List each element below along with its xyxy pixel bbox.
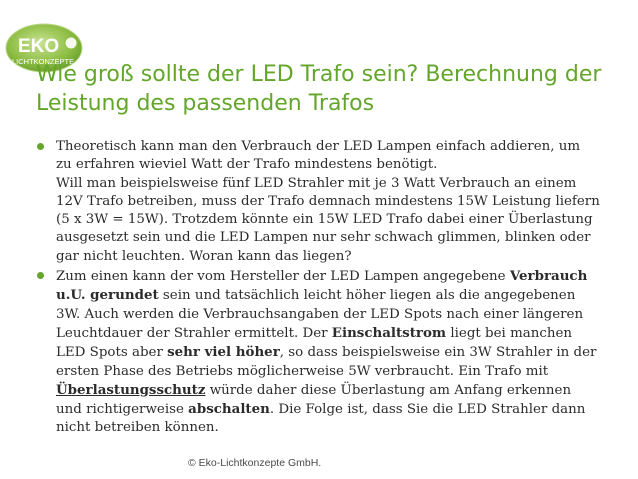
footer-copyright: © Eko-Lichtkonzepte GmbH. <box>188 457 322 469</box>
bullet-dot-icon <box>37 272 44 279</box>
bullet-paragraph <box>56 138 608 266</box>
emphasis-underline-text: Überlastungsschutz <box>56 381 206 398</box>
bullet-item <box>36 138 608 266</box>
bullet-item <box>36 267 608 438</box>
logo-brand-text: EKO <box>18 36 60 57</box>
body-text: würde daher diese Überlastung am Anfang erkennen und richtigerweise <box>56 382 572 418</box>
emphasis-text: sehr viel höher <box>167 344 280 361</box>
body-text: sein und tatsächlich leicht höher liegen als die angegebenen 3W. Auch werden die Verbrauchsangaben der LED Spots nach einer längeren Leuchtdauer der Strahler ermittelt. Der <box>56 288 584 341</box>
slide-title: Wie groß sollte der LED Trafo sein? Berechnung der Leistung des passenden Trafos <box>36 62 602 116</box>
body-text: liegt bei manchen LED Spots aber <box>56 325 573 361</box>
body-text: Zum einen kann der vom Hersteller der LED Lampen angegebene <box>56 269 510 285</box>
body-text: . Die Folge ist, dass Sie die LED Strahler dann nicht betreiben können. <box>56 402 586 436</box>
body-text: , so dass beispielsweise ein 3W Strahler in der ersten Phase des Betriebs möglicherweise 5W verbraucht. Ein Trafo mit <box>56 345 597 379</box>
body-text: Theoretisch kann man den Verbrauch der LED Lampen einfach addieren, um zu erfahren wieviel Watt der Trafo mindestens benötigt. Will man beispielsweise fünf LED Strahler mit je 3 Watt Verbrauch an einem 12V Trafo betreiben, muss der Trafo demnach mindestens 15W Leistung liefern (5 x 3W = 15W). Trotzdem könnte ein 15W LED Trafo dabei einer Überlastung ausgesetzt sein und die LED Lampen nur sehr schwach glimmen, blinken oder gar nicht leuchten. Woran kann das liegen? <box>56 139 600 264</box>
emphasis-text <box>56 382 205 398</box>
emphasis-text: Verbrauch u.U. gerundet <box>56 268 588 304</box>
bullet-paragraph <box>56 267 608 438</box>
emphasis-text: abschalten <box>188 401 270 418</box>
bullet-dot-icon <box>37 143 44 150</box>
emphasis-text: Einschaltstrom <box>331 324 447 341</box>
logo-subtitle-text: LICHTKONZEPTE <box>12 57 75 66</box>
bullet-list <box>36 138 608 438</box>
